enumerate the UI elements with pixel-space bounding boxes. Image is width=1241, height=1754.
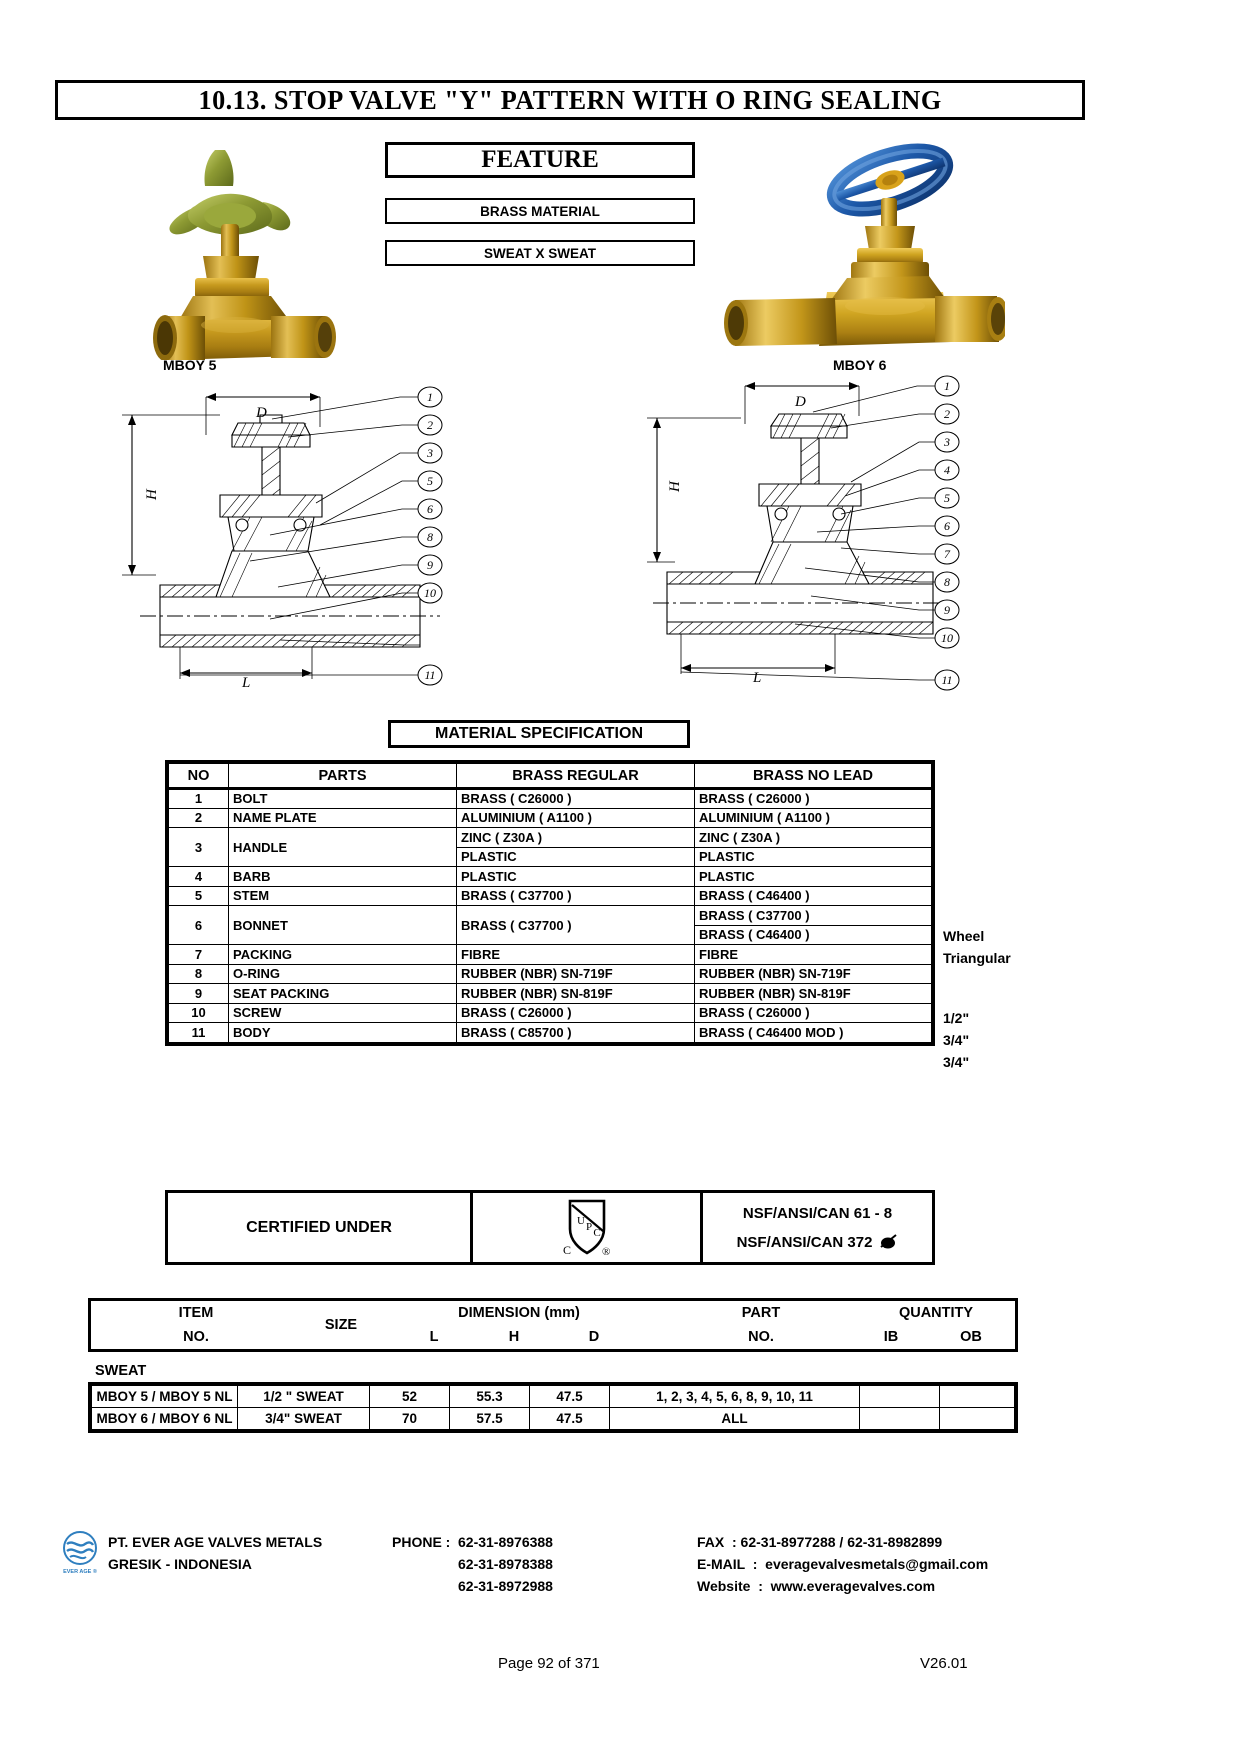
ever-age-logo-icon bbox=[60, 1530, 100, 1576]
svg-text:7: 7 bbox=[944, 547, 950, 561]
table-row bbox=[169, 886, 932, 906]
row-part-name: SEAT PACKING bbox=[229, 984, 457, 1004]
table-row bbox=[169, 828, 932, 848]
row-part-name: PACKING bbox=[229, 945, 457, 965]
page-title-text: 10.13. STOP VALVE "Y" PATTERN WITH O RING SEALING bbox=[198, 84, 942, 115]
col-header-parts: PARTS bbox=[229, 764, 457, 789]
email-line: E-MAIL : everagevalvesmetals@gmail.com bbox=[697, 1556, 989, 1572]
svg-text:3: 3 bbox=[944, 435, 950, 449]
row-part-name: O-RING bbox=[229, 964, 457, 984]
product-photo-mboy5 bbox=[75, 120, 365, 360]
upc-shield-icon bbox=[558, 1197, 616, 1259]
material-spec-heading-text: MATERIAL SPECIFICATION bbox=[435, 725, 643, 742]
svg-text:D: D bbox=[795, 394, 806, 410]
page-title bbox=[55, 80, 1085, 120]
company-location: GRESIK - INDONESIA bbox=[108, 1556, 252, 1572]
svg-text:1: 1 bbox=[944, 379, 950, 393]
dim-col-item-no: NO. bbox=[183, 1329, 209, 1345]
row-brass-no-lead: PLASTIC bbox=[695, 867, 932, 887]
svg-text:L: L bbox=[242, 675, 251, 691]
page-number: Page 92 of 371 bbox=[498, 1655, 600, 1672]
dim-ib bbox=[860, 1386, 940, 1408]
row-number: 1 bbox=[169, 789, 229, 809]
row-part-name: BONNET bbox=[229, 906, 457, 945]
svg-text:EVER AGE ®: EVER AGE ® bbox=[63, 1569, 97, 1575]
dim-col-d: D bbox=[588, 1329, 600, 1345]
feature-heading-text: FEATURE bbox=[481, 146, 599, 173]
svg-text:®: ® bbox=[601, 1245, 610, 1258]
dim-part-no: ALL bbox=[610, 1408, 860, 1430]
row-brass-regular: RUBBER (NBR) SN-719F bbox=[457, 964, 695, 984]
row-brass-no-lead: PLASTIC bbox=[695, 847, 932, 867]
material-side-note: 3/4" bbox=[943, 1032, 970, 1048]
dim-ib bbox=[860, 1408, 940, 1430]
svg-text:8: 8 bbox=[944, 575, 950, 589]
dim-ob bbox=[940, 1386, 1015, 1408]
row-brass-no-lead: BRASS ( C46400 ) bbox=[695, 886, 932, 906]
dimension-table-body bbox=[88, 1382, 1018, 1433]
svg-text:H: H bbox=[144, 489, 160, 500]
row-part-name: NAME PLATE bbox=[229, 808, 457, 828]
document-version: V26.01 bbox=[920, 1655, 968, 1672]
dim-item: MBOY 5 / MBOY 5 NL bbox=[92, 1386, 238, 1408]
row-brass-regular: BRASS ( C26000 ) bbox=[457, 789, 695, 809]
phone-label: PHONE : bbox=[392, 1534, 451, 1550]
svg-text:1: 1 bbox=[427, 390, 433, 404]
website-line: Website : www.everagevalves.com bbox=[697, 1578, 936, 1594]
dim-item: MBOY 6 / MBOY 6 NL bbox=[92, 1408, 238, 1430]
table-row bbox=[92, 1386, 1015, 1408]
svg-text:9: 9 bbox=[427, 558, 433, 572]
dim-col-size: SIZE bbox=[324, 1317, 358, 1333]
dim-h: 57.5 bbox=[450, 1408, 530, 1430]
certification-standards bbox=[703, 1193, 932, 1262]
row-brass-regular: BRASS ( C37700 ) bbox=[457, 886, 695, 906]
svg-text:3: 3 bbox=[427, 446, 433, 460]
dimension-table-header bbox=[88, 1298, 1018, 1352]
row-brass-no-lead: BRASS ( C37700 ) bbox=[695, 906, 932, 926]
standard-61-8 bbox=[743, 1205, 892, 1222]
svg-text:5: 5 bbox=[944, 491, 950, 505]
row-brass-regular: ZINC ( Z30A ) bbox=[457, 828, 695, 848]
fax-line: FAX : 62-31-8977288 / 62-31-8982899 bbox=[697, 1534, 943, 1550]
feature-item-label: BRASS MATERIAL bbox=[480, 203, 600, 219]
col-header-brass-regular: BRASS REGULAR bbox=[457, 764, 695, 789]
dim-col-ob: OB bbox=[960, 1329, 982, 1345]
technical-drawing-mboy5 bbox=[120, 375, 580, 715]
svg-text:5: 5 bbox=[427, 474, 433, 488]
dim-col-item: ITEM bbox=[178, 1305, 214, 1321]
svg-text:8: 8 bbox=[427, 530, 433, 544]
cupc-logo bbox=[473, 1193, 703, 1262]
svg-text:P: P bbox=[585, 1220, 592, 1233]
dim-d: 47.5 bbox=[530, 1408, 610, 1430]
dim-d: 47.5 bbox=[530, 1386, 610, 1408]
feature-heading-box bbox=[385, 142, 695, 178]
svg-text:9: 9 bbox=[944, 603, 950, 617]
svg-text:2: 2 bbox=[427, 418, 433, 432]
technical-drawing-mboy6 bbox=[645, 372, 1005, 722]
col-header-no: NO bbox=[169, 764, 229, 789]
dim-col-quantity: QUANTITY bbox=[898, 1305, 974, 1321]
row-brass-no-lead: RUBBER (NBR) SN-819F bbox=[695, 984, 932, 1004]
material-spec-table bbox=[165, 760, 935, 1046]
svg-text:4: 4 bbox=[944, 463, 950, 477]
material-spec-heading bbox=[388, 720, 690, 748]
dim-col-dimension: DIMENSION (mm) bbox=[458, 1305, 580, 1321]
table-row bbox=[169, 808, 932, 828]
feature-item-label: SWEAT X SWEAT bbox=[484, 245, 596, 261]
dimension-group-label: SWEAT bbox=[95, 1363, 147, 1379]
row-number: 6 bbox=[169, 906, 229, 945]
row-number: 2 bbox=[169, 808, 229, 828]
table-row bbox=[169, 1023, 932, 1043]
table-row bbox=[169, 906, 932, 926]
row-brass-no-lead: RUBBER (NBR) SN-719F bbox=[695, 964, 932, 984]
row-number: 7 bbox=[169, 945, 229, 965]
row-brass-no-lead: ZINC ( Z30A ) bbox=[695, 828, 932, 848]
row-part-name: HANDLE bbox=[229, 828, 457, 867]
row-part-name: SCREW bbox=[229, 1003, 457, 1023]
phone-2: 62-31-8978388 bbox=[458, 1556, 553, 1572]
photo-caption-mboy6: MBOY 6 bbox=[833, 357, 887, 373]
table-row bbox=[169, 1003, 932, 1023]
standard-61-8-text: NSF/ANSI/CAN 61 - 8 bbox=[742, 1204, 893, 1222]
table-header-row bbox=[169, 764, 932, 789]
phone-3: 62-31-8972988 bbox=[458, 1578, 553, 1594]
svg-text:11: 11 bbox=[424, 668, 436, 682]
row-brass-regular: ALUMINIUM ( A1100 ) bbox=[457, 808, 695, 828]
row-number: 5 bbox=[169, 886, 229, 906]
photo-caption-mboy5: MBOY 5 bbox=[163, 357, 217, 373]
material-side-note: Wheel bbox=[943, 928, 985, 944]
row-brass-regular: PLASTIC bbox=[457, 847, 695, 867]
table-row bbox=[169, 867, 932, 887]
row-number: 4 bbox=[169, 867, 229, 887]
svg-text:C: C bbox=[562, 1242, 571, 1257]
svg-text:6: 6 bbox=[944, 519, 950, 533]
standard-372 bbox=[737, 1234, 899, 1251]
company-name: PT. EVER AGE VALVES METALS bbox=[108, 1534, 323, 1550]
dim-col-ib: IB bbox=[883, 1329, 899, 1345]
product-photo-mboy6 bbox=[715, 120, 1005, 360]
dim-h: 55.3 bbox=[450, 1386, 530, 1408]
dim-size: 3/4" SWEAT bbox=[238, 1408, 370, 1430]
table-row bbox=[169, 789, 932, 809]
svg-text:H: H bbox=[667, 481, 683, 492]
material-side-note: 1/2" bbox=[943, 1010, 970, 1026]
row-part-name: BOLT bbox=[229, 789, 457, 809]
material-side-note: Triangular bbox=[943, 950, 1011, 966]
dim-l: 70 bbox=[370, 1408, 450, 1430]
row-brass-no-lead: BRASS ( C46400 MOD ) bbox=[695, 1023, 932, 1043]
svg-text:6: 6 bbox=[427, 502, 433, 516]
col-header-brass-no-lead: BRASS NO LEAD bbox=[695, 764, 932, 789]
standard-372-text: NSF/ANSI/CAN 372 bbox=[736, 1233, 873, 1251]
row-number: 3 bbox=[169, 828, 229, 867]
row-brass-regular: BRASS ( C37700 ) bbox=[457, 906, 695, 945]
svg-text:L: L bbox=[753, 670, 762, 686]
row-brass-regular: BRASS ( C26000 ) bbox=[457, 1003, 695, 1023]
svg-text:U: U bbox=[576, 1214, 585, 1227]
row-brass-no-lead: ALUMINIUM ( A1100 ) bbox=[695, 808, 932, 828]
row-part-name: STEM bbox=[229, 886, 457, 906]
row-brass-no-lead: BRASS ( C26000 ) bbox=[695, 1003, 932, 1023]
feature-item-brass-material bbox=[385, 198, 695, 224]
table-row bbox=[169, 964, 932, 984]
row-number: 9 bbox=[169, 984, 229, 1004]
dim-ob bbox=[940, 1408, 1015, 1430]
certified-under-label bbox=[168, 1193, 473, 1262]
row-brass-no-lead: BRASS ( C46400 ) bbox=[695, 925, 932, 945]
row-number: 8 bbox=[169, 964, 229, 984]
table-row bbox=[169, 984, 932, 1004]
dim-part-no: 1, 2, 3, 4, 5, 6, 8, 9, 10, 11 bbox=[610, 1386, 860, 1408]
svg-text:10: 10 bbox=[941, 631, 953, 645]
row-brass-regular: PLASTIC bbox=[457, 867, 695, 887]
lead-free-icon bbox=[878, 1234, 898, 1250]
row-part-name: BODY bbox=[229, 1023, 457, 1043]
dim-col-l: L bbox=[429, 1329, 439, 1345]
certified-under-text: CERTIFIED UNDER bbox=[246, 1218, 392, 1236]
certification-block bbox=[165, 1190, 935, 1265]
row-brass-regular: BRASS ( C85700 ) bbox=[457, 1023, 695, 1043]
material-side-note: 3/4" bbox=[943, 1054, 970, 1070]
table-row bbox=[169, 945, 932, 965]
dim-col-part-no: NO. bbox=[748, 1329, 774, 1345]
row-number: 10 bbox=[169, 1003, 229, 1023]
svg-text:C: C bbox=[592, 1226, 601, 1239]
row-part-name: BARB bbox=[229, 867, 457, 887]
row-brass-regular: FIBRE bbox=[457, 945, 695, 965]
svg-text:10: 10 bbox=[424, 586, 436, 600]
row-brass-no-lead: FIBRE bbox=[695, 945, 932, 965]
dim-col-part: PART bbox=[741, 1305, 781, 1321]
svg-text:2: 2 bbox=[944, 407, 950, 421]
dim-size: 1/2 " SWEAT bbox=[238, 1386, 370, 1408]
row-brass-regular: RUBBER (NBR) SN-819F bbox=[457, 984, 695, 1004]
phone-1: 62-31-8976388 bbox=[458, 1534, 553, 1550]
svg-text:11: 11 bbox=[941, 673, 953, 687]
table-row bbox=[92, 1408, 1015, 1430]
row-brass-no-lead: BRASS ( C26000 ) bbox=[695, 789, 932, 809]
feature-item-sweat-x-sweat bbox=[385, 240, 695, 266]
dim-col-h: H bbox=[508, 1329, 520, 1345]
svg-text:D: D bbox=[256, 405, 267, 421]
row-number: 11 bbox=[169, 1023, 229, 1043]
dim-l: 52 bbox=[370, 1386, 450, 1408]
